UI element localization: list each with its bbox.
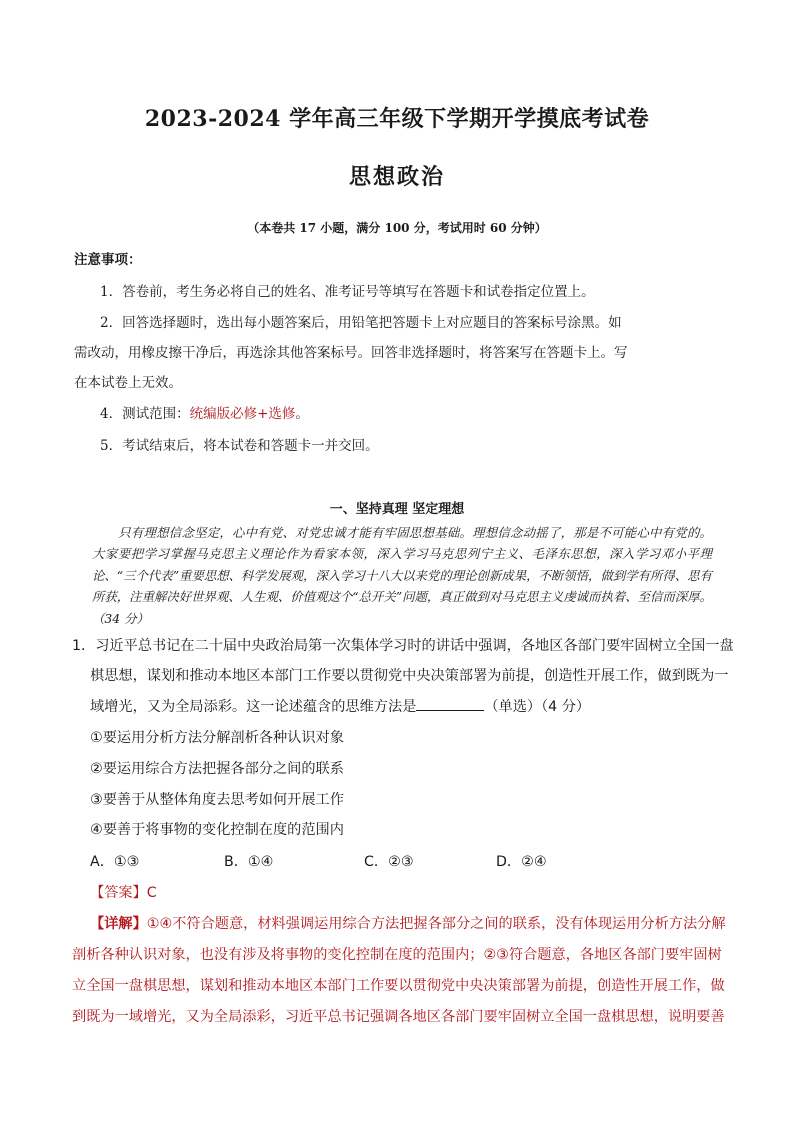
option-a: A．①③	[90, 854, 140, 870]
section-title: 一、坚持真理 坚定理想	[329, 502, 465, 517]
detail-label: 【详解】	[90, 916, 147, 932]
note-2-line-2: 需改动，用橡皮擦干净后，再选涂其他答案标号。回答非选择题时，将答案写在答题卡上。写	[74, 345, 628, 361]
detail-line-4: 到既为一域增光，又为全局添彩，习近平总书记强调各地区各部门要牢固树立全国一盘棋思想，说明要善	[72, 1009, 725, 1025]
answer-value: C	[146, 885, 157, 901]
section-intro	[92, 522, 712, 629]
option-c: C．②③	[364, 854, 414, 870]
question-1-type: （单选）（4 分）	[484, 699, 591, 715]
notes-heading: 注意事项：	[74, 252, 142, 268]
note-2-line-1: 2．回答选择题时，选出每小题答案后，用铅笔把答题卡上对应题目的答案标号涂黑。如	[100, 315, 622, 331]
statement-1: ①要运用分析方法分解剖析各种认识对象	[90, 730, 344, 746]
note-1: 1．答卷前，考生务必将自己的姓名、准考证号等填写在答题卡和试卷指定位置上。	[100, 284, 595, 300]
question-1-line-3	[90, 696, 590, 717]
question-1-line-1: 1．习近平总书记在二十届中央政治局第一次集体学习时的讲话中强调，各地区各部门要牢固树立全国一盘	[72, 638, 734, 654]
statement-2: ②要运用综合方法把握各部分之间的联系	[90, 761, 344, 777]
note-4-prefix: 4．测试范围：	[100, 406, 190, 422]
question-1-line-2: 棋思想，谋划和推动本地区本部门工作要以贯彻党中央决策部署为前提，创造性开展工作，做到既为一	[90, 668, 729, 684]
exam-info: （本卷共 17 小题，满分 100 分，考试用时 60 分钟）	[247, 221, 547, 235]
note-4-scope: 统编版必修+选修	[189, 406, 296, 422]
note-2-line-3: 在本试卷上无效。	[74, 375, 182, 391]
answer-label: 【答案】	[90, 885, 147, 901]
detail-text-1: ①④不符合题意，材料强调运用综合方法把握各部分之间的联系，没有体现运用分析方法分解	[146, 916, 726, 932]
answer-line	[90, 883, 157, 903]
detail-line-2: 剖析各种认识对象，也没有涉及将事物的变化控制在度的范围内；②③符合题意，各地区各部门要牢固树	[72, 947, 722, 963]
question-1-line-3-text: 域增光，又为全局添彩。这一论述蕴含的思维方法是	[90, 699, 417, 715]
statement-3: ③要善于从整体角度去思考如何开展工作	[90, 792, 344, 808]
section-intro-text: 只有理想信念坚定，心中有党、对党忠诚才能有牢固思想基础。理想信念动摇了，那是不可能心中有党的。大家要把学习掌握马克思主义理论作为看家本领，深入学习马克思列宁主义、毛泽东思想，深入学习邓小平理论、“三个代表”重要思想、科学发展观，深入学习十八大以来党的理论创新成果，不断领悟，做到学有所得、思有所获，注重解决好世界观、人生观、价值观这个“总开关”问题，真正做到对马克思主义虔诚而执着、至信而深厚。（34 分）	[92, 525, 712, 626]
note-4	[100, 404, 750, 424]
exam-title: 2023-2024 学年高三年级下学期开学摸底考试卷	[144, 106, 650, 132]
option-b: B．①④	[224, 854, 274, 870]
detail-line-1	[90, 914, 726, 934]
statement-4: ④要善于将事物的变化控制在度的范围内	[90, 822, 344, 838]
option-d: D．②④	[496, 854, 547, 870]
note-5: 5．考试结束后，将本试卷和答题卡一并交回。	[100, 438, 379, 454]
detail-line-3: 立全国一盘棋思想，谋划和推动本地区本部门工作要以贯彻党中央决策部署为前提，创造性开展工作，做	[72, 978, 725, 994]
answer-blank	[416, 696, 484, 711]
note-4-suffix: 。	[295, 406, 309, 422]
subject-title: 思想政治	[348, 164, 445, 190]
